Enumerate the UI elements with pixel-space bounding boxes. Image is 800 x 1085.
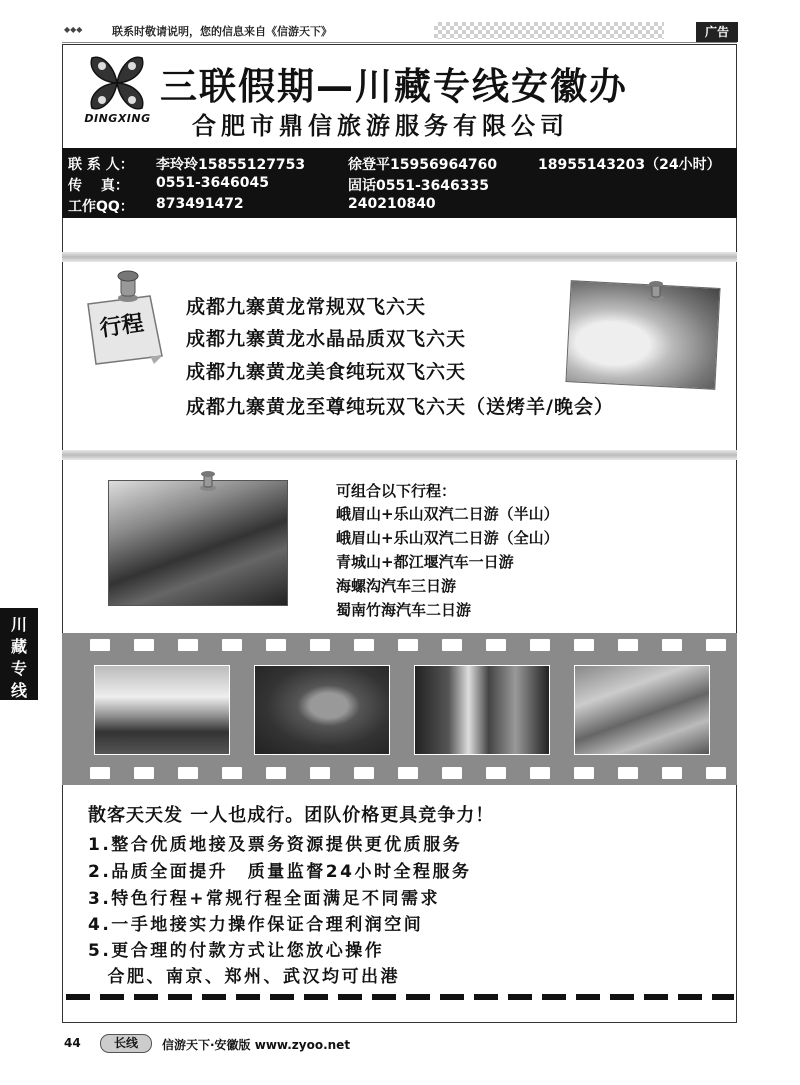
film-hole xyxy=(134,767,154,779)
pushpin-icon xyxy=(646,280,666,302)
page-footer xyxy=(62,1034,737,1054)
film-hole xyxy=(442,767,462,779)
film-hole xyxy=(530,767,550,779)
film-hole xyxy=(90,767,110,779)
combo-item-2: 峨眉山+乐山双汽二日游（全山） xyxy=(336,529,559,547)
section-side-tab xyxy=(0,608,38,700)
film-hole xyxy=(486,767,506,779)
mountain-peaks-photo xyxy=(414,665,550,755)
combo-item-4: 海螺沟汽车三日游 xyxy=(336,577,457,595)
departure-cities: 合肥、南京、郑州、武汉均可出港 xyxy=(88,967,400,987)
film-hole xyxy=(222,767,242,779)
qq-number-1: 873491472 xyxy=(156,196,244,212)
leshan-buddha-photo xyxy=(254,665,390,755)
top-strip xyxy=(62,20,737,43)
fax-label: 传 真： xyxy=(68,178,129,194)
section-divider xyxy=(62,252,737,262)
film-hole xyxy=(618,639,638,651)
film-hole xyxy=(618,767,638,779)
ad-tag: 广告 xyxy=(696,22,738,42)
film-strip xyxy=(62,633,737,785)
feature-item-1: 1.整合优质地接及票务资源提供更优质服务 xyxy=(88,835,463,855)
route-item-4: 成都九寨黄龙至尊纯玩双飞六天（送烤羊/晚会） xyxy=(186,396,614,418)
ad-title: 三联假期—川藏专线安徽办 xyxy=(160,65,628,108)
magazine-mini-logo: ◆◆◆ xyxy=(64,25,83,34)
film-hole xyxy=(310,767,330,779)
route-item-2: 成都九寨黄龙水晶品质双飞六天 xyxy=(186,328,467,350)
film-hole xyxy=(222,639,242,651)
film-hole xyxy=(662,767,682,779)
jiuzhai-pool-photo xyxy=(565,280,720,390)
contact-label: 联 系 人： xyxy=(68,157,134,173)
film-hole xyxy=(486,639,506,651)
film-hole xyxy=(90,639,110,651)
feature-item-3: 3.特色行程+常规行程全面满足不同需求 xyxy=(88,889,441,909)
route-item-3: 成都九寨黄龙美食纯玩双飞六天 xyxy=(186,361,467,383)
section-divider xyxy=(62,450,737,460)
contact-person-1: 李玲玲15855127753 xyxy=(156,157,306,173)
film-hole xyxy=(706,767,726,779)
contact-person-2: 徐登平15956964760 xyxy=(348,157,498,173)
feature-item-5: 5.更合理的付款方式让您放心操作 xyxy=(88,941,385,961)
page-number: 44 xyxy=(64,1036,81,1050)
landline-number: 固话0551-3646335 xyxy=(348,178,489,194)
dingxing-logo xyxy=(80,52,155,132)
film-hole xyxy=(178,767,198,779)
combo-item-1: 峨眉山+乐山双汽二日游（半山） xyxy=(336,505,559,523)
film-hole xyxy=(310,639,330,651)
route-note-label: 行程 xyxy=(98,311,146,342)
route-item-1: 成都九寨黄龙常规双飞六天 xyxy=(186,296,427,318)
dashed-divider xyxy=(66,994,734,1000)
feature-item-2: 2.品质全面提升 质量监督24小时全程服务 xyxy=(88,862,472,882)
film-hole xyxy=(530,639,550,651)
film-hole xyxy=(178,639,198,651)
combo-item-5: 蜀南竹海汽车二日游 xyxy=(336,601,472,619)
pushpin-icon xyxy=(198,470,218,492)
film-hole xyxy=(354,767,374,779)
company-name: 合肥市鼎信旅游服务有限公司 xyxy=(192,112,569,140)
magazine-credit: 信游天下·安徽版 www.zyoo.net xyxy=(162,1038,351,1052)
emei-clouds-photo xyxy=(94,665,230,755)
checker-pattern xyxy=(434,22,664,39)
film-hole xyxy=(266,639,286,651)
side-tab-label: 川藏专线 xyxy=(10,615,27,700)
promo-slogan: 散客天天发 一人也成行。团队价格更具竞争力！ xyxy=(88,805,495,826)
qq-number-2: 240210840 xyxy=(348,196,436,212)
film-hole xyxy=(442,639,462,651)
section-pill: 长线 xyxy=(100,1034,152,1053)
feature-item-4: 4.一手地接实力操作保证合理利润空间 xyxy=(88,915,424,935)
film-hole xyxy=(706,639,726,651)
combo-title: 可组合以下行程： xyxy=(336,482,457,500)
logo-wordmark: DINGXING xyxy=(84,112,151,125)
monkey-photo xyxy=(574,665,710,755)
qq-label: 工作QQ： xyxy=(68,199,134,215)
source-notice: 联系时敬请说明，您的信息来自《信游天下》 xyxy=(112,25,332,38)
film-hole xyxy=(662,639,682,651)
film-hole xyxy=(398,767,418,779)
contact-phone-3: 18955143203（24小时） xyxy=(538,157,721,173)
lake-forest-photo xyxy=(108,480,288,606)
film-hole xyxy=(398,639,418,651)
contact-band xyxy=(62,148,737,218)
fax-number: 0551-3646045 xyxy=(156,175,269,191)
film-hole xyxy=(574,639,594,651)
film-hole xyxy=(354,639,374,651)
film-hole xyxy=(266,767,286,779)
clover-logo-icon xyxy=(80,52,155,114)
combo-item-3: 青城山+都江堰汽车一日游 xyxy=(336,553,514,571)
film-hole xyxy=(134,639,154,651)
film-hole xyxy=(574,767,594,779)
